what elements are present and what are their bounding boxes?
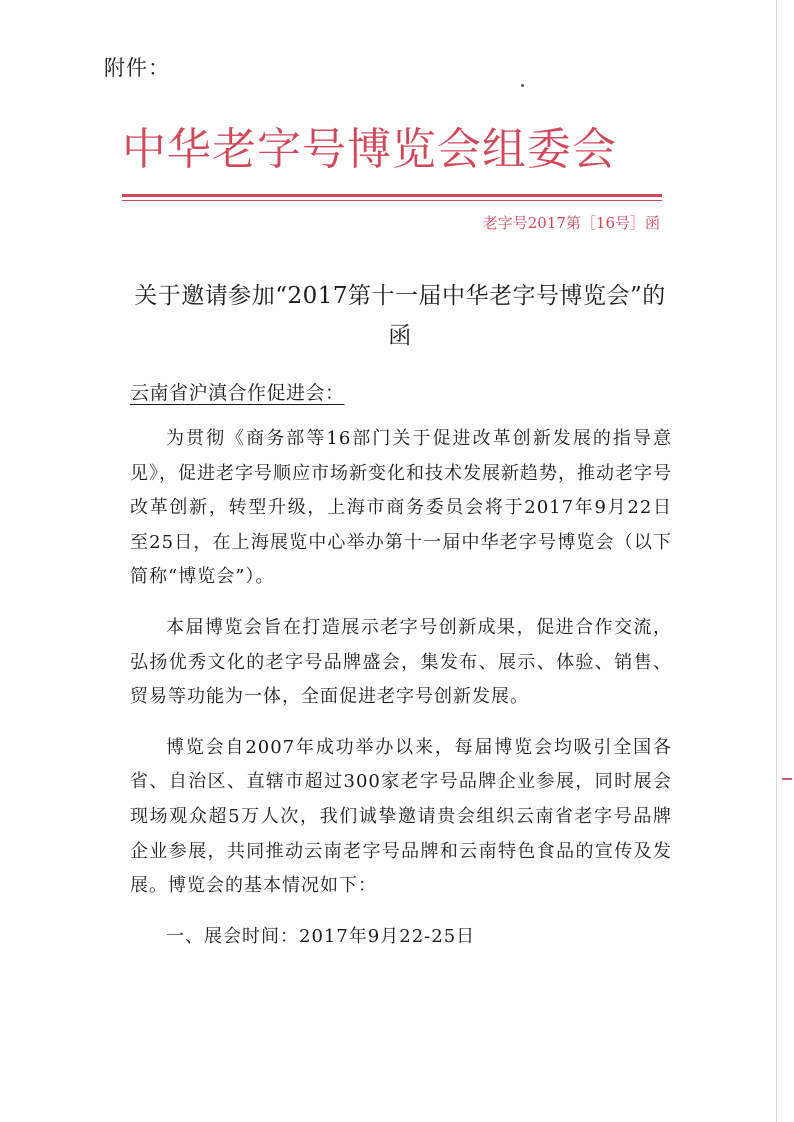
margin-tick-mark bbox=[782, 778, 792, 780]
letterhead-rule-thin bbox=[122, 200, 662, 201]
section-heading-exhibition-time: 一、展会时间：2017年9月22-25日 bbox=[166, 925, 476, 947]
letterhead-organization: 中华老字号博览会组委会 bbox=[122, 124, 617, 175]
recipient-salutation: 云南省沪滇合作促进会： bbox=[130, 382, 345, 404]
letter-body bbox=[130, 422, 672, 970]
document-number: 老字号2017第［16号］函 bbox=[482, 214, 660, 232]
letter-title bbox=[120, 276, 680, 356]
body-paragraph: 博览会自2007年成功举办以来，每届博览会均吸引全国各省、自治区、直辖市超过300家老字号品牌企业参展，同时展会现场观众超5万人次，我们诚挚邀请贵会组织云南省老字号品牌企业参展，共同推动云南老字号品牌和云南特色食品的宣传及发展。博览会的基本情况如下： bbox=[130, 736, 672, 897]
body-paragraph: 为贯彻《商务部等16部门关于促进改革创新发展的指导意见》，促进老字号顺应市场新变化和技术发展新趋势，推动老字号改革创新，转型升级，上海市商务委员会将于2017年9月22日至25日，在上海展览中心举办第十一届中华老字号博览会（以下简称“博览会”）。 bbox=[130, 428, 672, 588]
attachment-label: 附件： bbox=[104, 56, 170, 80]
letter-title-line-1: 关于邀请参加“2017第十一届中华老字号博览会”的 bbox=[134, 283, 666, 309]
scan-speck bbox=[521, 84, 524, 87]
letter-title-line-2: 函 bbox=[388, 323, 412, 349]
page-edge-line bbox=[776, 0, 777, 1122]
body-paragraph: 本届博览会旨在打造展示老字号创新成果，促进合作交流，弘扬优秀文化的老字号品牌盛会，集发布、展示、体验、销售、贸易等功能为一体，全面促进老字号创新发展。 bbox=[130, 616, 672, 708]
letterhead-rule-thick bbox=[122, 194, 662, 197]
